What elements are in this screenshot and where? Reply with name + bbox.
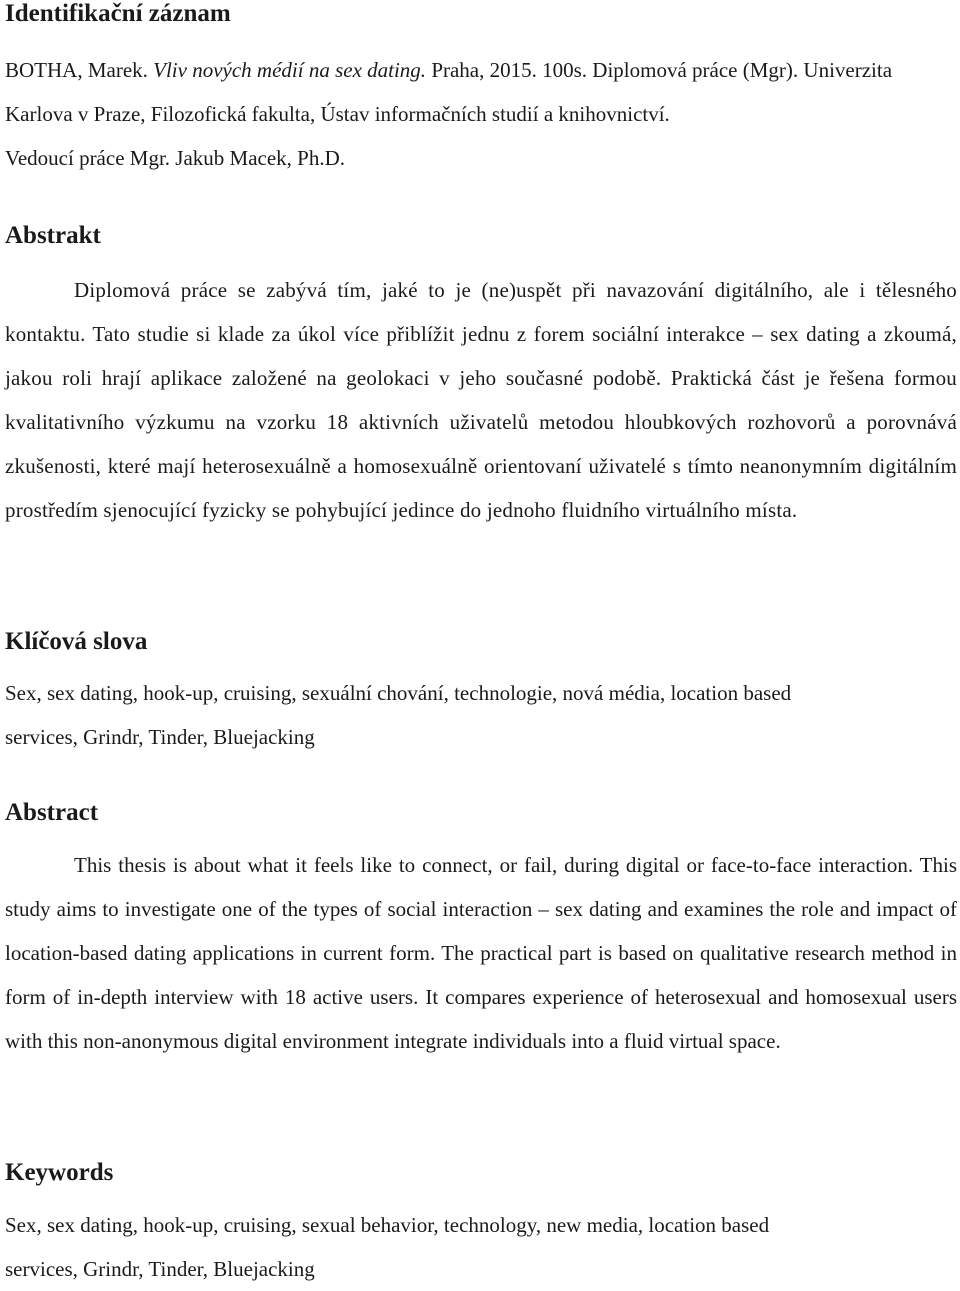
klicova-slova-line-2: services, Grindr, Tinder, Bluejacking bbox=[5, 725, 315, 749]
citation-institution: Univerzita Karlova v Praze, Filozofická fakulta, Ústav informačních studií a knihovnictví. bbox=[5, 58, 893, 126]
keywords-line-2: services, Grindr, Tinder, Bluejacking bbox=[5, 1257, 315, 1281]
keywords-text bbox=[5, 1203, 957, 1291]
abstrakt-heading: Abstrakt bbox=[5, 222, 101, 249]
abstract-text: This thesis is about what it feels like to connect, or fail, during digital or face-to-face interaction. This study aims to investigate one of the types of social interaction – sex dating and examines the role and impact of location-based dating applications in current form. The practical part is based on qualitative research method in form of in-depth interview with 18 active users. It compares experience of heterosexual and homosexual users with this non-anonymous digital environment integrate individuals into a fluid virtual space. bbox=[5, 853, 957, 1053]
citation-supervisor: Vedoucí práce Mgr. Jakub Macek, Ph.D. bbox=[5, 146, 345, 170]
keywords-line-1: Sex, sex dating, hook-up, cruising, sexual behavior, technology, new media, location based bbox=[5, 1213, 770, 1237]
citation-block bbox=[5, 48, 957, 180]
abstract-heading: Abstract bbox=[5, 799, 99, 826]
abstrakt-text: Diplomová práce se zabývá tím, jaké to je (ne)uspět při navazování digitálního, ale i tělesného kontaktu. Tato studie si klade za úkol více přiblížit jednu z forem sociální interakce – sex dating a zkoumá, jakou roli hrají aplikace založené na geolokaci v jeho současné podobě. Praktická část je řešena formou kvalitativního výzkumu na vzorku 18 aktivních uživatelů metodou hloubkových rozhovorů a porovnává zkušenosti, které mají heterosexuálně a homosexuálně orientovaní uživatelé s tímto neanonymním digitálním prostředím sjenocující fyzicky se pohybující jedince do jednoho fluidního virtuálního místa. bbox=[5, 278, 957, 522]
klicova-slova-line-1: Sex, sex dating, hook-up, cruising, sexuální chování, technologie, nová média, location based bbox=[5, 681, 792, 705]
citation-author: BOTHA, Marek. bbox=[5, 58, 148, 82]
keywords-heading: Keywords bbox=[5, 1159, 114, 1186]
klicova-slova-heading: Klíčová slova bbox=[5, 628, 148, 655]
citation-title: Vliv nových médií na sex dating. bbox=[153, 58, 427, 82]
identification-heading: Identifikační záznam bbox=[5, 0, 231, 27]
klicova-slova-text bbox=[5, 671, 957, 759]
citation-details: Praha, 2015. 100s. Diplomová práce (Mgr). bbox=[431, 58, 799, 82]
